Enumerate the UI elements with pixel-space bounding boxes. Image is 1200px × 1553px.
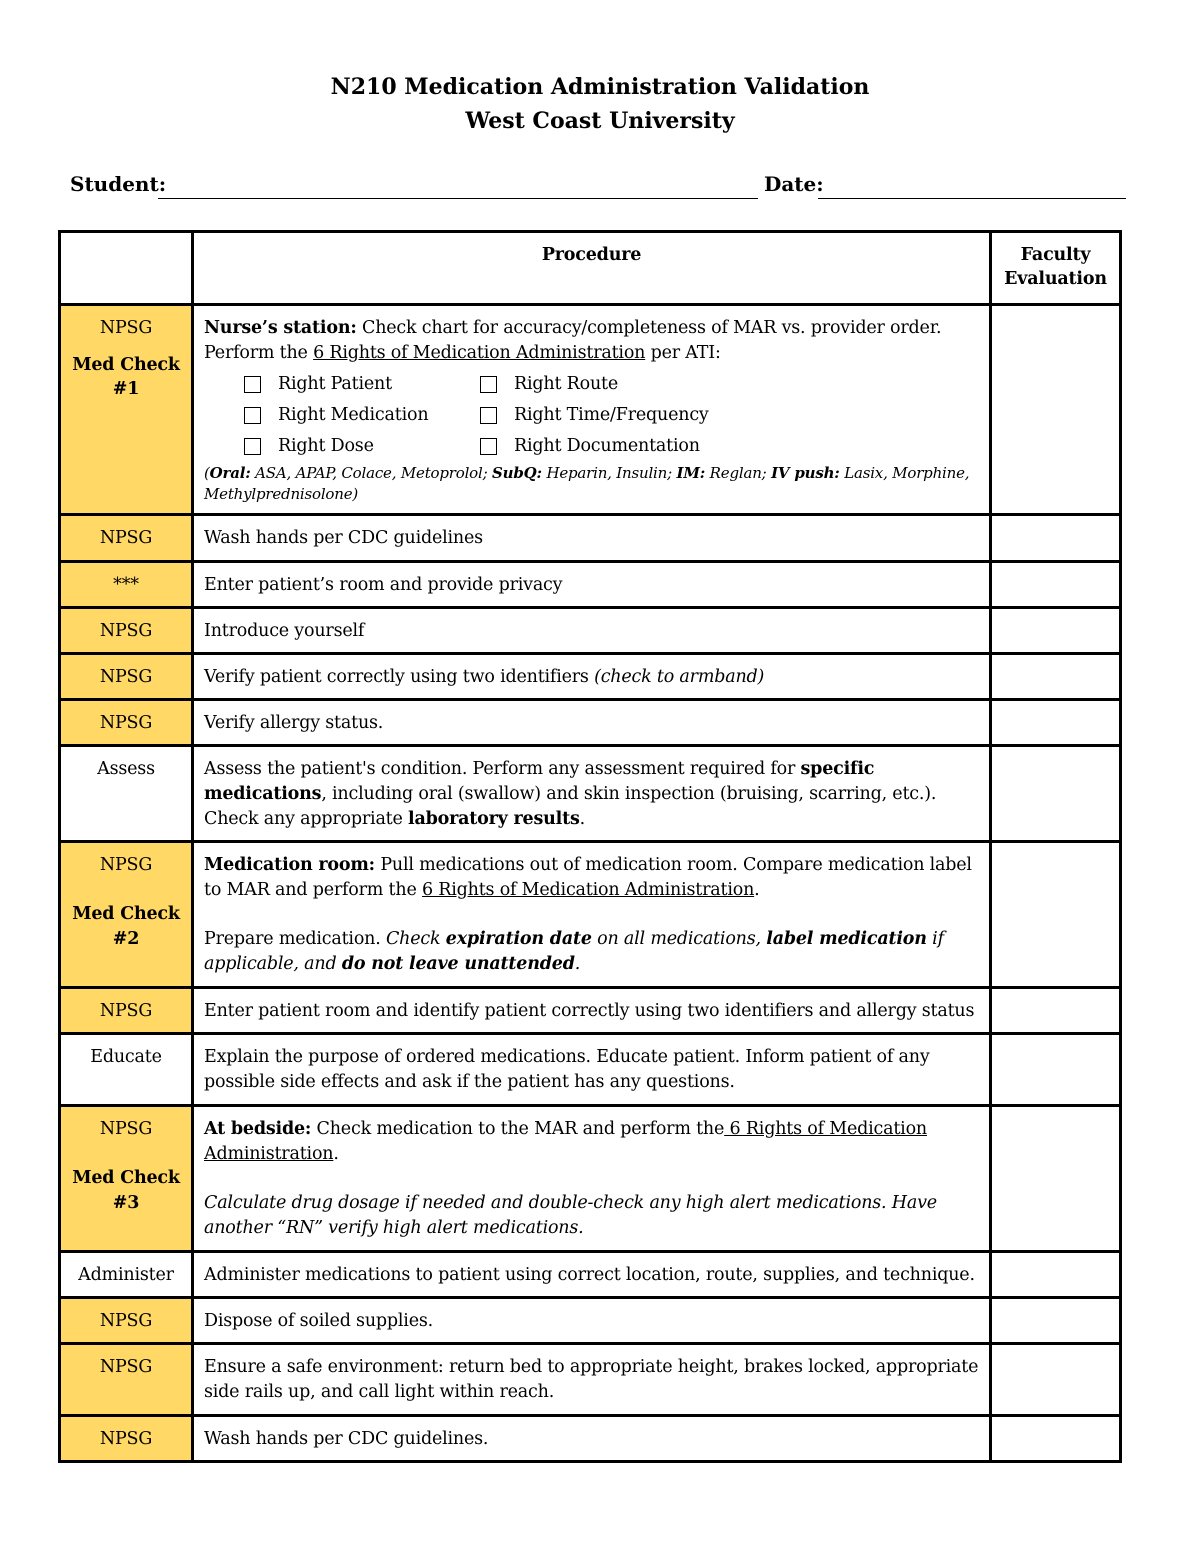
faculty-evaluation-cell[interactable] bbox=[991, 1106, 1121, 1252]
step-text: . bbox=[333, 1144, 339, 1164]
row-label: Administer bbox=[60, 1252, 193, 1298]
row-label bbox=[60, 305, 193, 515]
faculty-evaluation-cell[interactable] bbox=[991, 1416, 1121, 1462]
checkbox[interactable] bbox=[480, 407, 497, 424]
table-row bbox=[60, 700, 1121, 746]
npsg-tag: NPSG bbox=[99, 318, 153, 338]
npsg-tag: NPSG bbox=[99, 1119, 153, 1139]
procedure-header: Procedure bbox=[193, 232, 991, 305]
row-label: NPSG bbox=[60, 988, 193, 1034]
table-row bbox=[60, 515, 1121, 562]
rights-checklist bbox=[244, 369, 979, 462]
date-label: Date: bbox=[764, 172, 824, 196]
faculty-evaluation-cell[interactable] bbox=[991, 562, 1121, 608]
table-row bbox=[60, 842, 1121, 988]
row-label: NPSG bbox=[60, 1344, 193, 1416]
row-label: Assess bbox=[60, 746, 193, 842]
procedure-cell: Wash hands per CDC guidelines. bbox=[193, 1416, 991, 1462]
note-label: IV push: bbox=[771, 464, 840, 482]
row-label: Educate bbox=[60, 1034, 193, 1106]
step-text: Pull medications out of medication room. Compare medication label to MAR and perform the bbox=[204, 855, 972, 900]
student-date-row bbox=[70, 172, 1126, 202]
step-emphasis: specific medications bbox=[204, 759, 875, 804]
step-text: . bbox=[754, 880, 760, 900]
note-label: IM: bbox=[676, 464, 706, 482]
table-header-row bbox=[60, 232, 1121, 305]
row-label bbox=[60, 842, 193, 988]
step-text: per ATI: bbox=[645, 343, 721, 363]
faculty-evaluation-cell[interactable] bbox=[991, 654, 1121, 700]
step-heading: Nurse’s station: bbox=[204, 318, 357, 338]
faculty-evaluation-header: Faculty Evaluation bbox=[991, 232, 1121, 305]
row-label: NPSG bbox=[60, 515, 193, 562]
step-text: Assess the patient's condition. Perform any assessment required for bbox=[204, 759, 801, 779]
procedure-table bbox=[58, 230, 1122, 1463]
step-note: (check to armband) bbox=[594, 667, 765, 687]
step-text: Check medication to the MAR and perform the bbox=[311, 1119, 725, 1139]
note-text: ( bbox=[204, 464, 210, 482]
row-label: NPSG bbox=[60, 1298, 193, 1344]
procedure-cell: Explain the purpose of ordered medications. Educate patient. Inform patient of any possible side effects and ask if the patient has any questions. bbox=[193, 1034, 991, 1106]
faculty-evaluation-cell[interactable] bbox=[991, 746, 1121, 842]
note-text: ASA, APAP, Colace, Metoprolol; bbox=[250, 464, 493, 482]
header-label-cell bbox=[60, 232, 193, 305]
six-rights-link: 6 Rights of Medication Administration bbox=[204, 1119, 927, 1164]
procedure-cell: Introduce yourself bbox=[193, 608, 991, 654]
step-text: Check chart for accuracy/completeness of MAR vs. provider order. bbox=[356, 318, 942, 338]
note-text: Reglan; bbox=[705, 464, 772, 482]
faculty-evaluation-cell[interactable] bbox=[991, 1344, 1121, 1416]
student-input-line[interactable] bbox=[158, 198, 758, 199]
med-check-label: Med Check #1 bbox=[72, 355, 180, 399]
step-note: on all medications, bbox=[591, 929, 767, 949]
step-text: , including oral (swallow) and skin inspection (bruising, scarring, etc.). Check any appropriate bbox=[204, 784, 937, 829]
faculty-evaluation-cell[interactable] bbox=[991, 515, 1121, 562]
faculty-evaluation-cell[interactable] bbox=[991, 842, 1121, 988]
date-input-line[interactable] bbox=[818, 198, 1126, 199]
step-heading: At bedside: bbox=[204, 1119, 312, 1139]
checkbox[interactable] bbox=[244, 407, 261, 424]
procedure-cell bbox=[193, 305, 991, 515]
table-row bbox=[60, 746, 1121, 842]
six-rights-link: 6 Rights of Medication Administration bbox=[313, 343, 646, 363]
step-text: Verify patient correctly using two identifiers bbox=[204, 667, 595, 687]
step-text: Prepare medication. bbox=[204, 929, 386, 949]
procedure-cell bbox=[193, 1106, 991, 1252]
note-label: SubQ: bbox=[492, 464, 542, 482]
step-note: . bbox=[574, 954, 581, 974]
table-row bbox=[60, 1298, 1121, 1344]
student-label: Student: bbox=[70, 172, 167, 196]
procedure-cell bbox=[193, 654, 991, 700]
step-emphasis: expiration date bbox=[445, 929, 592, 949]
faculty-evaluation-cell[interactable] bbox=[991, 305, 1121, 515]
document-subtitle: West Coast University bbox=[465, 108, 735, 134]
step-emphasis: label medication bbox=[766, 929, 927, 949]
note-text: Lasix, Morphine, Methylprednisolone) bbox=[204, 464, 970, 503]
document-title: N210 Medication Administration Validation bbox=[330, 74, 870, 100]
table-row bbox=[60, 654, 1121, 700]
faculty-evaluation-cell[interactable] bbox=[991, 608, 1121, 654]
med-check-label: Med Check #3 bbox=[72, 1168, 180, 1213]
checkbox[interactable] bbox=[244, 438, 261, 455]
npsg-tag: NPSG bbox=[99, 855, 153, 875]
step-note: Calculate drug dosage if needed and double-check any high alert medications. Have another “RN” verify high alert medications. bbox=[204, 1193, 937, 1238]
procedure-cell: Ensure a safe environment: return bed to appropriate height, brakes locked, appropriate side rails up, and call light within reach. bbox=[193, 1344, 991, 1416]
table-row bbox=[60, 1106, 1121, 1252]
row-label: *** bbox=[60, 562, 193, 608]
procedure-cell: Enter patient room and identify patient correctly using two identifiers and allergy status bbox=[193, 988, 991, 1034]
checkbox-label: Right Dose bbox=[278, 436, 374, 456]
table-row bbox=[60, 1416, 1121, 1462]
checkbox-label: Right Medication bbox=[278, 405, 429, 425]
procedure-cell bbox=[193, 842, 991, 988]
step-note: if applicable, and bbox=[204, 929, 944, 974]
step-text: Perform the bbox=[204, 343, 314, 363]
row-label: NPSG bbox=[60, 700, 193, 746]
procedure-cell: Wash hands per CDC guidelines bbox=[193, 515, 991, 562]
faculty-evaluation-cell[interactable] bbox=[991, 700, 1121, 746]
checkbox[interactable] bbox=[480, 376, 497, 393]
procedure-cell: Administer medications to patient using correct location, route, supplies, and technique. bbox=[193, 1252, 991, 1298]
procedure-cell: Verify allergy status. bbox=[193, 700, 991, 746]
step-text: . bbox=[579, 809, 586, 829]
procedure-cell: Enter patient’s room and provide privacy bbox=[193, 562, 991, 608]
table-row bbox=[60, 562, 1121, 608]
note-text: Heparin, Insulin; bbox=[541, 464, 677, 482]
table-row bbox=[60, 305, 1121, 515]
faculty-evaluation-cell[interactable] bbox=[991, 1252, 1121, 1298]
row-label: NPSG bbox=[60, 654, 193, 700]
table-row bbox=[60, 988, 1121, 1034]
row-label bbox=[60, 1106, 193, 1252]
table-row bbox=[60, 608, 1121, 654]
checkbox-label: Right Time/Frequency bbox=[514, 405, 709, 425]
note-label: Oral: bbox=[209, 464, 251, 482]
checkbox-label: Right Route bbox=[514, 374, 619, 394]
table-row bbox=[60, 1252, 1121, 1298]
procedure-cell: Dispose of soiled supplies. bbox=[193, 1298, 991, 1344]
step-heading: Medication room: bbox=[204, 855, 375, 875]
procedure-cell bbox=[193, 746, 991, 842]
six-rights-link: 6 Rights of Medication Administration bbox=[421, 880, 755, 900]
checkbox[interactable] bbox=[244, 376, 261, 393]
table-row bbox=[60, 1344, 1121, 1416]
row-label: NPSG bbox=[60, 1416, 193, 1462]
faculty-evaluation-cell[interactable] bbox=[991, 1298, 1121, 1344]
checkbox-label: Right Documentation bbox=[514, 436, 700, 456]
row-label: NPSG bbox=[60, 608, 193, 654]
step-emphasis: laboratory results bbox=[408, 809, 580, 829]
medication-examples-note bbox=[204, 463, 979, 505]
checkbox[interactable] bbox=[480, 438, 497, 455]
step-note: Check bbox=[385, 929, 446, 949]
step-emphasis: do not leave unattended bbox=[341, 954, 575, 974]
faculty-evaluation-cell[interactable] bbox=[991, 1034, 1121, 1106]
faculty-evaluation-cell[interactable] bbox=[991, 988, 1121, 1034]
checkbox-label: Right Patient bbox=[278, 374, 392, 394]
table-row bbox=[60, 1034, 1121, 1106]
med-check-label: Med Check #2 bbox=[72, 904, 180, 949]
